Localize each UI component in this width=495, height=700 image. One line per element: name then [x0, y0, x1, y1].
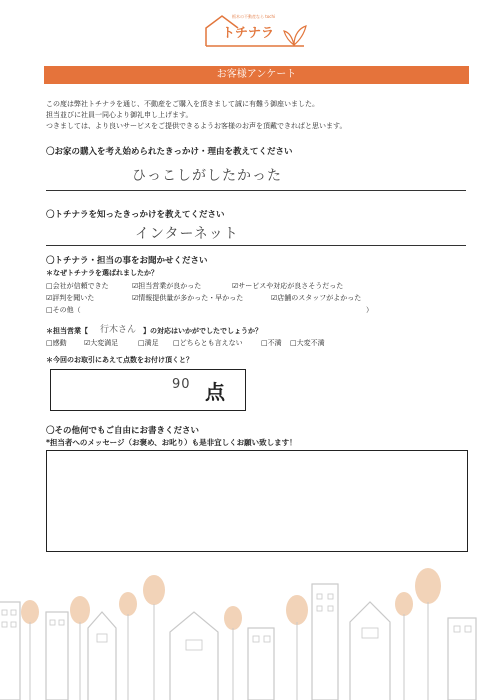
question-2-label: 〇トチナラを知ったきっかけを教えてください	[46, 210, 225, 220]
question-4-note: *担当者へのメッセージ（お褒め、お叱り）も是非宜しくお願い致します！	[46, 438, 297, 447]
answer-line-2	[46, 245, 466, 246]
option-company-trust: □会社が信頼できた	[46, 282, 109, 290]
rating-neutral: □どちらとも言えない	[173, 339, 243, 347]
sales-rep-name: 行木さん	[100, 325, 137, 335]
page-title: お客様アンケート	[44, 66, 469, 84]
question-3-sub-3: ＊今回のお取引にあえて点数をお付け頂くと？	[46, 356, 193, 364]
question-3-sub-2-prefix: ＊担当営業【	[46, 327, 88, 335]
option-reputation: ☑評判を聞いた	[46, 294, 95, 302]
question-4-label: 〇その他何でもご自由にお書きください	[46, 426, 200, 436]
logo-text: トチナラ	[222, 26, 275, 41]
option-other-close: ）	[366, 306, 373, 314]
option-sales-rep: ☑担当営業が良かった	[132, 282, 202, 290]
question-1-label: 〇お家の購入を考え始められたきっかけ・理由を教えてください	[46, 147, 293, 157]
intro-line-2: 担当並びに社員一同心より御礼申し上げます。	[46, 111, 193, 119]
question-3-label: 〇トチナラ・担当の事をお聞かせください	[46, 256, 208, 266]
rating-moved: □感動	[46, 339, 67, 347]
answer-line-1	[46, 190, 466, 191]
town-illustration	[0, 560, 495, 700]
question-1-answer: ひっこしがしたかった	[132, 168, 282, 184]
option-staff: ☑店舗のスタッフがよかった	[271, 294, 362, 302]
rating-unsatisfied: □不満	[261, 339, 282, 347]
score-unit: 点	[205, 380, 225, 404]
intro-line-3: つきましては、より良いサービスをご提供できるようお客様のお声を頂戴できればと思います。	[46, 122, 347, 130]
intro-line-1: この度は弊社トチナラを通じ、不動産をご購入を頂きまして誠に有難う御座いました。	[46, 100, 319, 108]
rating-very-satisfied: ☑大変満足	[84, 339, 119, 347]
question-3-sub-2-suffix: 】の対応はいかがでしたでしょうか？	[143, 327, 262, 335]
option-info: ☑情報提供量が多かった・早かった	[132, 294, 244, 302]
question-3-sub-1: ＊なぜトチナラを選ばれましたか？	[46, 269, 158, 277]
rating-very-unsatisfied: □大変不満	[290, 339, 325, 347]
logo-tagline: 栃木の不動産なら tochi	[232, 14, 276, 19]
option-other: □その他（	[46, 306, 81, 314]
option-service: ☑サービスや対応が良さそうだった	[232, 282, 344, 290]
question-2-answer: インターネット	[135, 226, 239, 242]
score-value: 90	[172, 377, 191, 392]
free-comment-box	[46, 450, 468, 552]
rating-satisfied: □満足	[138, 339, 159, 347]
